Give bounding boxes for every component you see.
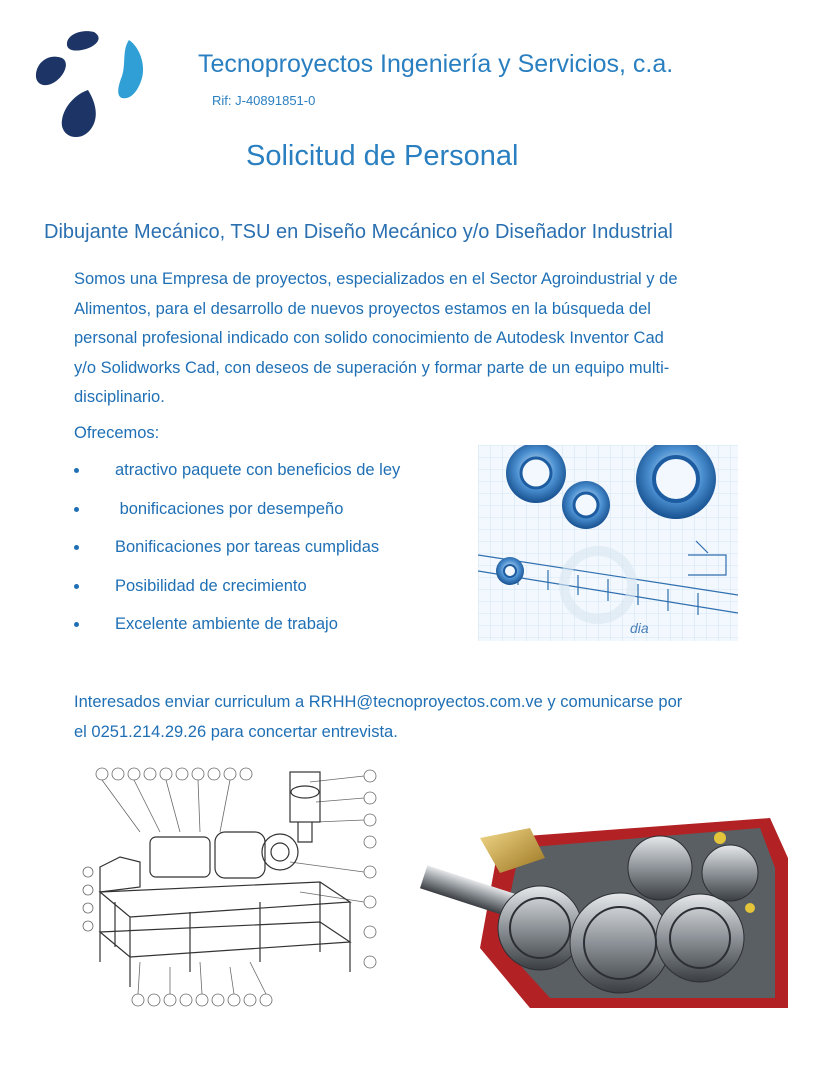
benefit-text: Excelente ambiente de trabajo [115,615,338,633]
bullet-icon [74,622,79,627]
benefit-text: bonificaciones por desempeño [115,499,344,518]
bullet-icon [74,545,79,550]
benefit-item [72,535,472,574]
intro-line: y/o Solidworks Cad, con deseos de superación y formar parte de un equipo multi- [74,358,670,377]
bullet-icon [74,584,79,589]
intro-paragraph [74,265,754,413]
benefit-text: Bonificaciones por tareas cumplidas [115,538,380,556]
benefit-item [72,497,472,536]
offer-heading: Ofrecemos: [74,424,160,442]
position-title: Dibujante Mecánico, TSU en Diseño Mecánico y/o Diseñador Industrial [44,221,673,243]
bearings-image [478,445,738,641]
benefit-item [72,574,472,613]
benefits-list [72,458,472,651]
document-title: Solicitud de Personal [246,140,519,172]
technical-drawing-image [80,762,380,1012]
bullet-icon [74,507,79,512]
bullet-icon [74,468,79,473]
intro-line: Somos una Empresa de proyectos, especializados en el Sector Agroindustrial y de [74,270,678,288]
gearbox-image [420,818,788,1008]
company-logo-icon [34,28,156,142]
image-watermark: dia [630,620,649,636]
benefit-item [72,612,472,651]
benefit-text: Posibilidad de crecimiento [115,576,307,595]
benefit-text: atractivo paquete con beneficios de ley [115,461,401,479]
benefit-item [72,458,472,497]
company-rif: Rif: J-40891851-0 [212,93,316,108]
contact-paragraph [74,688,764,747]
intro-line: disciplinario. [74,388,165,406]
company-name: Tecnoproyectos Ingeniería y Servicios, c.a. [198,50,674,78]
contact-line: Interesados enviar curriculum a RRHH@tecnoproyectos.com.ve y comunicarse por [74,693,683,711]
contact-line: el 0251.214.29.26 para concertar entrevista. [74,722,398,741]
intro-line: Alimentos, para el desarrollo de nuevos proyectos estamos en la búsqueda del [74,299,651,318]
intro-line: personal profesional indicado con solido conocimiento de Autodesk Inventor Cad [74,329,664,347]
